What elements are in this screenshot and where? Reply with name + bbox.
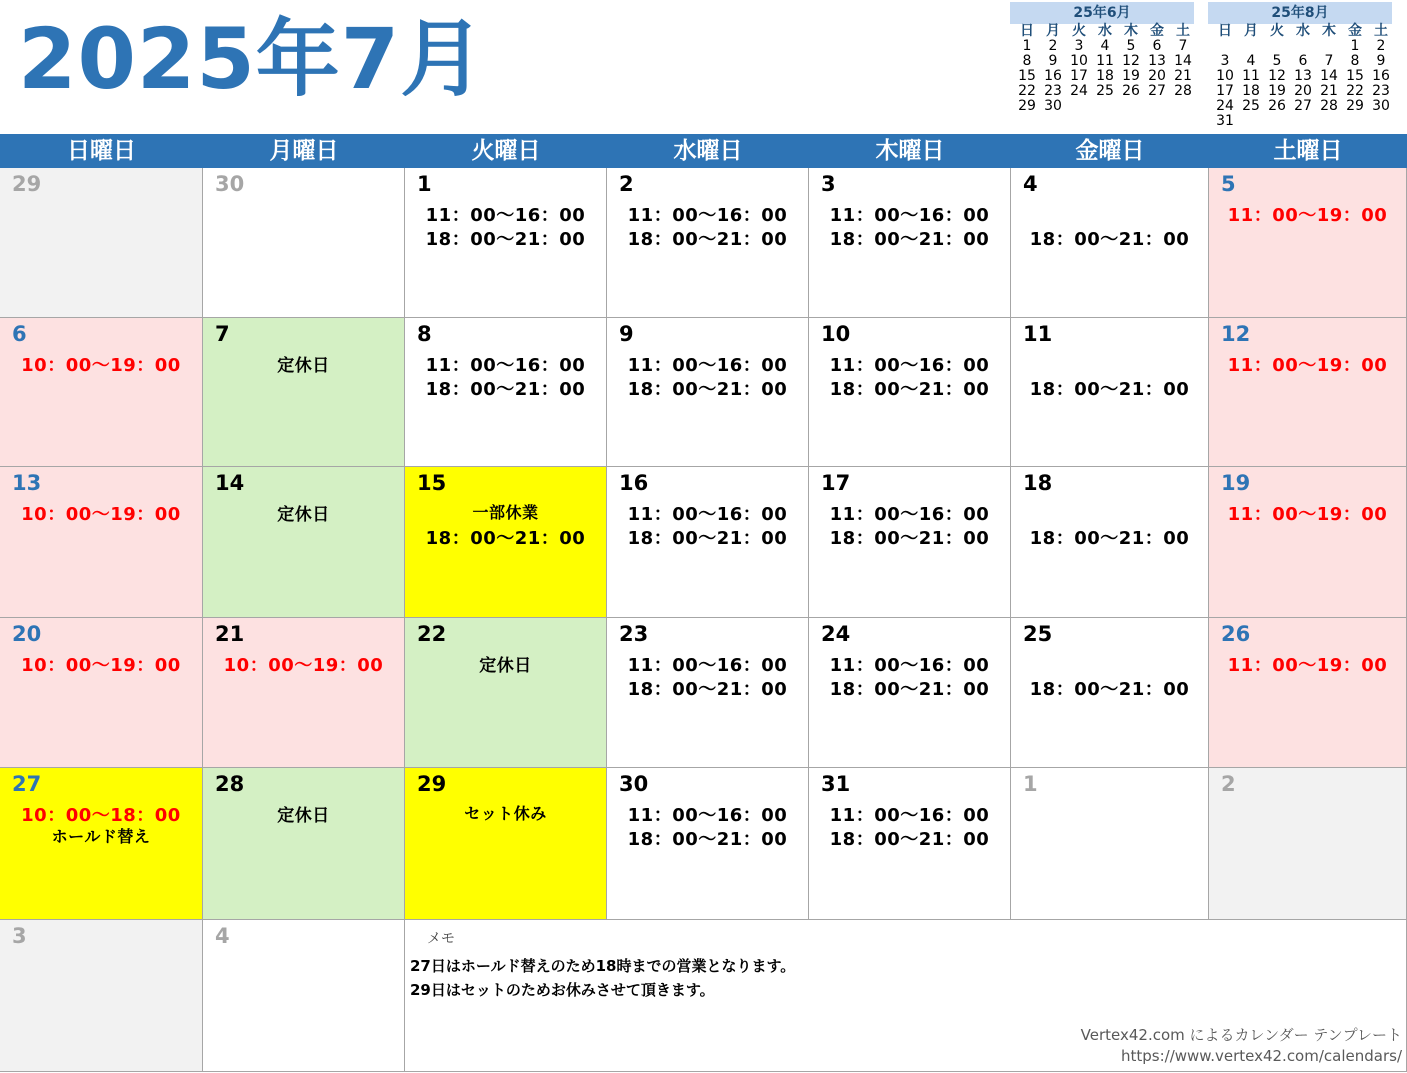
mini-calendar-row <box>1010 84 1194 99</box>
mini-day: 16 <box>1372 68 1390 84</box>
mini-day: 3 <box>1074 38 1084 54</box>
day-number: 20 <box>12 622 42 646</box>
mini-calendar-row <box>1010 69 1194 84</box>
mini-day: 4 <box>1246 53 1256 69</box>
day-note: 11：00～16：00 <box>829 655 990 676</box>
mini-day: 20 <box>1148 68 1166 84</box>
day-number: 18 <box>1023 471 1053 495</box>
mini-calendar-row <box>1010 39 1194 54</box>
mini-weekday: 木 <box>1322 23 1336 39</box>
day-note: 18：00～21：00 <box>1029 528 1190 549</box>
day-note: 11：00～19：00 <box>1227 205 1388 226</box>
mini-day <box>1212 39 1238 54</box>
day-cell[interactable] <box>607 768 809 920</box>
day-cell[interactable] <box>1209 318 1407 467</box>
mini-day: 16 <box>1044 68 1062 84</box>
day-note: セット休み <box>464 804 547 823</box>
day-number: 3 <box>821 172 836 196</box>
day-note: 10：00～19：00 <box>21 355 181 376</box>
mini-day: 6 <box>1298 53 1308 69</box>
mini-day <box>1238 39 1264 54</box>
mini-weekday: 金 <box>1150 23 1164 39</box>
mini-day <box>1264 39 1290 54</box>
mini-weekday: 土 <box>1176 23 1190 39</box>
day-cell[interactable] <box>809 618 1011 768</box>
day-note: ホールド替え <box>51 827 151 846</box>
day-cell[interactable] <box>1209 618 1407 768</box>
mini-day: 22 <box>1346 83 1364 99</box>
day-number: 29 <box>12 172 42 196</box>
day-note: 18：00～21：00 <box>627 229 788 250</box>
day-cell[interactable] <box>1011 318 1209 467</box>
memo-area[interactable] <box>405 920 1407 1072</box>
day-cell[interactable] <box>0 318 203 467</box>
day-number: 10 <box>821 322 851 346</box>
mini-day: 19 <box>1122 68 1140 84</box>
mini-day: 25 <box>1096 83 1114 99</box>
weekday-header: 金曜日 <box>1011 134 1209 168</box>
day-number: 6 <box>12 322 27 346</box>
day-note: 18：00～21：00 <box>425 528 586 549</box>
mini-weekday: 日 <box>1020 23 1034 39</box>
day-number: 1 <box>417 172 432 196</box>
mini-day: 27 <box>1148 83 1166 99</box>
mini-day: 24 <box>1070 83 1088 99</box>
mini-day: 5 <box>1126 38 1136 54</box>
day-number: 4 <box>1023 172 1038 196</box>
day-cell[interactable] <box>809 168 1011 318</box>
mini-day: 19 <box>1268 83 1286 99</box>
mini-day <box>1144 99 1170 114</box>
day-note: 定休日 <box>277 356 330 376</box>
day-note: 18：00～21：00 <box>829 229 990 250</box>
day-number: 28 <box>215 772 245 796</box>
mini-day: 27 <box>1294 98 1312 114</box>
day-number: 30 <box>619 772 649 796</box>
mini-day <box>1368 114 1394 129</box>
day-note: 定休日 <box>277 505 330 525</box>
day-cell[interactable] <box>1011 768 1209 920</box>
day-cell[interactable] <box>203 168 405 318</box>
day-number: 13 <box>12 471 42 495</box>
mini-day: 18 <box>1096 68 1114 84</box>
mini-calendar-row <box>1208 39 1392 54</box>
day-number: 16 <box>619 471 649 495</box>
day-note: 11：00～16：00 <box>425 205 586 226</box>
day-number: 25 <box>1023 622 1053 646</box>
mini-day: 12 <box>1268 68 1286 84</box>
mini-day: 2 <box>1376 38 1386 54</box>
day-number: 24 <box>821 622 851 646</box>
mini-day <box>1290 39 1316 54</box>
day-note: 18：00～21：00 <box>425 379 586 400</box>
mini-weekday: 木 <box>1124 23 1138 39</box>
mini-day: 6 <box>1152 38 1162 54</box>
day-cell[interactable] <box>203 467 405 618</box>
mini-day: 9 <box>1376 53 1386 69</box>
mini-day: 11 <box>1096 53 1114 69</box>
mini-day: 23 <box>1044 83 1062 99</box>
mini-day <box>1316 39 1342 54</box>
day-number: 1 <box>1023 772 1038 796</box>
day-cell[interactable] <box>0 920 203 1072</box>
day-cell[interactable] <box>1209 168 1407 318</box>
mini-day: 10 <box>1070 53 1088 69</box>
mini-day: 15 <box>1346 68 1364 84</box>
mini-weekday: 水 <box>1296 23 1310 39</box>
day-number: 8 <box>417 322 432 346</box>
mini-weekday: 月 <box>1244 23 1258 39</box>
mini-day: 26 <box>1268 98 1286 114</box>
credit-link[interactable]: https://www.vertex42.com/calendars/ <box>1121 1047 1402 1065</box>
mini-calendar-row <box>1208 84 1392 99</box>
mini-day: 30 <box>1372 98 1390 114</box>
day-cell[interactable] <box>0 168 203 318</box>
day-cell[interactable] <box>405 768 607 920</box>
day-note: 定休日 <box>479 656 532 676</box>
memo-line: 29日はセットのためお休みさせて頂きます。 <box>410 981 715 999</box>
mini-day: 3 <box>1220 53 1230 69</box>
day-cell[interactable] <box>0 467 203 618</box>
mini-calendar-row <box>1208 54 1392 69</box>
mini-day: 4 <box>1100 38 1110 54</box>
mini-day: 29 <box>1346 98 1364 114</box>
weekday-header: 月曜日 <box>203 134 405 168</box>
day-number: 11 <box>1023 322 1053 346</box>
mini-day: 21 <box>1174 68 1192 84</box>
day-number: 15 <box>417 471 447 495</box>
mini-calendar-row <box>1208 99 1392 114</box>
day-cell[interactable] <box>1011 168 1209 318</box>
mini-day: 7 <box>1178 38 1188 54</box>
mini-day: 15 <box>1018 68 1036 84</box>
day-note: 18：00～21：00 <box>829 379 990 400</box>
mini-day: 23 <box>1372 83 1390 99</box>
day-cell[interactable] <box>809 768 1011 920</box>
mini-day: 30 <box>1044 98 1062 114</box>
day-cell[interactable] <box>203 318 405 467</box>
day-note: 11：00～19：00 <box>1227 504 1388 525</box>
mini-day: 24 <box>1216 98 1234 114</box>
mini-calendar-row <box>1208 114 1392 129</box>
day-note: 一部休業 <box>472 503 539 522</box>
day-cell[interactable] <box>1209 467 1407 618</box>
day-note: 18：00～21：00 <box>425 229 586 250</box>
day-number: 5 <box>1221 172 1236 196</box>
day-cell[interactable] <box>203 618 405 768</box>
day-note: 18：00～21：00 <box>627 679 788 700</box>
day-cell[interactable] <box>203 920 405 1072</box>
day-note: 18：00～21：00 <box>1029 679 1190 700</box>
day-cell[interactable] <box>1209 768 1407 920</box>
day-note: 11：00～16：00 <box>829 504 990 525</box>
day-cell[interactable] <box>607 168 809 318</box>
weekday-header: 日曜日 <box>0 134 203 168</box>
day-number: 19 <box>1221 471 1251 495</box>
mini-day <box>1342 114 1368 129</box>
mini-day <box>1092 99 1118 114</box>
day-note: 18：00～21：00 <box>829 528 990 549</box>
mini-day: 11 <box>1242 68 1260 84</box>
day-number: 21 <box>215 622 245 646</box>
weekday-header: 木曜日 <box>809 134 1011 168</box>
day-note: 18：00～21：00 <box>627 379 788 400</box>
day-number: 12 <box>1221 322 1251 346</box>
day-note: 18：00～21：00 <box>829 679 990 700</box>
mini-calendar-header: 25年6月 <box>1010 2 1194 24</box>
day-note: 11：00～16：00 <box>627 504 788 525</box>
day-number: 4 <box>215 924 230 948</box>
mini-day: 28 <box>1320 98 1338 114</box>
weekday-header: 土曜日 <box>1209 134 1407 168</box>
day-number: 30 <box>215 172 245 196</box>
mini-calendar-june <box>1010 2 1194 114</box>
mini-day: 25 <box>1242 98 1260 114</box>
mini-day: 13 <box>1148 53 1166 69</box>
day-note: 11：00～16：00 <box>425 355 586 376</box>
mini-day <box>1066 99 1092 114</box>
day-note: 11：00～19：00 <box>1227 655 1388 676</box>
mini-day: 2 <box>1048 38 1058 54</box>
mini-day: 29 <box>1018 98 1036 114</box>
day-note: 18：00～21：00 <box>1029 229 1190 250</box>
day-cell[interactable] <box>1011 618 1209 768</box>
day-note: 11：00～19：00 <box>1227 355 1388 376</box>
day-note: 11：00～16：00 <box>829 355 990 376</box>
mini-weekday: 火 <box>1270 23 1284 39</box>
day-number: 31 <box>821 772 851 796</box>
memo-label: メモ <box>427 931 455 947</box>
mini-calendar-row <box>1010 99 1194 114</box>
mini-day <box>1170 99 1196 114</box>
mini-day: 13 <box>1294 68 1312 84</box>
mini-day: 10 <box>1216 68 1234 84</box>
day-cell[interactable] <box>809 467 1011 618</box>
day-cell[interactable] <box>809 318 1011 467</box>
mini-day: 7 <box>1324 53 1334 69</box>
mini-weekday: 火 <box>1072 23 1086 39</box>
mini-day: 28 <box>1174 83 1192 99</box>
mini-day <box>1238 114 1264 129</box>
day-cell[interactable] <box>0 618 203 768</box>
mini-day: 8 <box>1022 53 1032 69</box>
day-cell[interactable] <box>607 467 809 618</box>
day-number: 22 <box>417 622 447 646</box>
day-note: 11：00～16：00 <box>627 205 788 226</box>
mini-day: 9 <box>1048 53 1058 69</box>
day-cell[interactable] <box>405 318 607 467</box>
day-note: 11：00～16：00 <box>627 355 788 376</box>
mini-day: 17 <box>1216 83 1234 99</box>
mini-day <box>1118 99 1144 114</box>
memo-line: 27日はホールド替えのため18時までの営業となります。 <box>410 957 796 975</box>
day-number: 23 <box>619 622 649 646</box>
mini-weekday: 金 <box>1348 23 1362 39</box>
day-number: 3 <box>12 924 27 948</box>
day-cell[interactable] <box>1011 467 1209 618</box>
day-number: 26 <box>1221 622 1251 646</box>
day-cell[interactable] <box>405 168 607 318</box>
day-note: 18：00～21：00 <box>627 829 788 850</box>
weekday-header: 火曜日 <box>405 134 607 168</box>
day-note: 11：00～16：00 <box>627 805 788 826</box>
mini-day: 17 <box>1070 68 1088 84</box>
mini-calendar-row <box>1010 54 1194 69</box>
day-number: 29 <box>417 772 447 796</box>
day-cell[interactable] <box>405 618 607 768</box>
day-number: 14 <box>215 471 245 495</box>
day-number: 9 <box>619 322 634 346</box>
day-cell[interactable] <box>607 318 809 467</box>
day-number: 2 <box>619 172 634 196</box>
mini-day: 1 <box>1022 38 1032 54</box>
day-number: 17 <box>821 471 851 495</box>
day-number: 7 <box>215 322 230 346</box>
mini-day: 31 <box>1216 113 1234 129</box>
mini-weekday: 月 <box>1046 23 1060 39</box>
mini-day: 18 <box>1242 83 1260 99</box>
day-note: 11：00～16：00 <box>627 655 788 676</box>
page-title: 2025年7月 <box>18 10 486 108</box>
day-note: 11：00～16：00 <box>829 205 990 226</box>
day-number: 27 <box>12 772 42 796</box>
mini-weekday: 土 <box>1374 23 1388 39</box>
day-cell[interactable] <box>203 768 405 920</box>
day-note: 18：00～21：00 <box>627 528 788 549</box>
mini-weekday: 日 <box>1218 23 1232 39</box>
day-note: 18：00～21：00 <box>1029 379 1190 400</box>
day-cell[interactable] <box>0 768 203 920</box>
day-note: 10：00～19：00 <box>21 655 181 676</box>
mini-calendar-august <box>1208 2 1392 129</box>
day-cell[interactable] <box>607 618 809 768</box>
mini-day <box>1316 114 1342 129</box>
credit-text: Vertex42.com によるカレンダー テンプレート <box>1080 1026 1402 1044</box>
mini-day <box>1264 114 1290 129</box>
mini-day: 21 <box>1320 83 1338 99</box>
day-note: 定休日 <box>277 806 330 826</box>
mini-weekday: 水 <box>1098 23 1112 39</box>
day-number: 2 <box>1221 772 1236 796</box>
mini-day: 1 <box>1350 38 1360 54</box>
day-note: 10：00～18：00 <box>21 805 181 826</box>
mini-day: 26 <box>1122 83 1140 99</box>
mini-day <box>1290 114 1316 129</box>
mini-day: 22 <box>1018 83 1036 99</box>
mini-day: 20 <box>1294 83 1312 99</box>
mini-calendar-weekdays <box>1010 24 1194 39</box>
mini-day: 5 <box>1272 53 1282 69</box>
mini-calendar-row <box>1208 69 1392 84</box>
mini-day: 14 <box>1320 68 1338 84</box>
mini-calendar-weekdays <box>1208 24 1392 39</box>
day-cell[interactable] <box>405 467 607 618</box>
mini-calendar-header: 25年8月 <box>1208 2 1392 24</box>
mini-day: 12 <box>1122 53 1140 69</box>
day-note: 11：00～16：00 <box>829 805 990 826</box>
day-note: 10：00～19：00 <box>21 504 181 525</box>
mini-day: 14 <box>1174 53 1192 69</box>
day-note: 10：00～19：00 <box>223 655 384 676</box>
weekday-header: 水曜日 <box>607 134 809 168</box>
mini-day: 8 <box>1350 53 1360 69</box>
day-note: 18：00～21：00 <box>829 829 990 850</box>
